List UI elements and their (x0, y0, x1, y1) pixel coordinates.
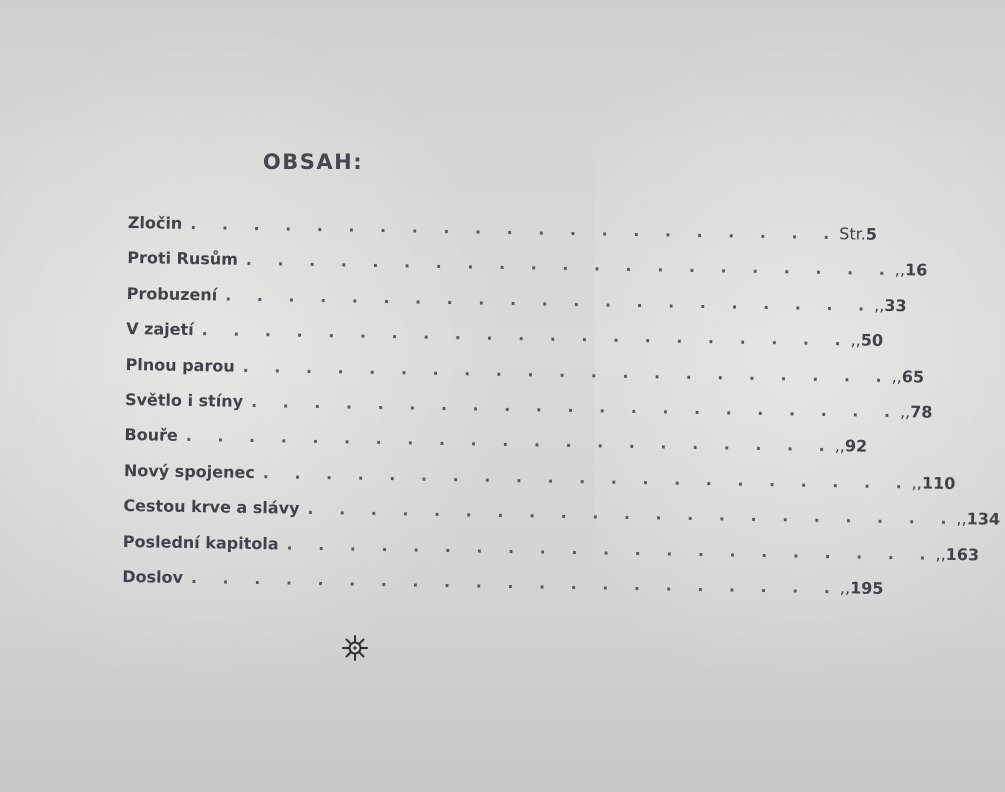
toc-entry-title: Doslov (122, 566, 184, 587)
toc-entry-prefix: ,, (911, 473, 923, 493)
toc-entry-title: Cestou krve a slávy (123, 496, 300, 518)
dot-leader: . . . . . . . . . . . . . . . . . . . . . (250, 391, 901, 422)
dot-leader: . . . . . . . . . . . . . . . . . . . . . (262, 462, 912, 493)
dot-leader: . . . . . . . . . . . . . . . . . . . . . (242, 356, 892, 386)
dot-leader: . . . . . . . . . . . . . . . . . . . . . (307, 498, 957, 529)
toc-entry-page: 16 (904, 260, 928, 280)
toc-entry-title: Plnou parou (125, 354, 235, 376)
toc-entry-page: 195 (849, 578, 884, 598)
toc-entry-title: Poslední kapitola (122, 531, 279, 553)
toc-entry-page: 33 (884, 295, 907, 316)
toc-entry-title: V zajetí (126, 319, 194, 340)
toc-entry-prefix: ,, (894, 260, 906, 280)
toc-entry-title: Světlo i stíny (124, 389, 244, 411)
dot-leader: . . . . . . . . . . . . . . . . . . . . . (190, 567, 841, 598)
toc-entry-page: 163 (945, 544, 980, 564)
toc-entry-page: 110 (921, 473, 956, 493)
toc-entry-page: 5 (865, 224, 878, 244)
toc-entry-prefix: ,, (850, 330, 861, 350)
table-of-contents (122, 213, 1001, 609)
toc-entry-prefix: ,, (834, 436, 846, 456)
toc-entry-page: 78 (910, 402, 933, 422)
dot-leader: . . . . . . . . . . . . . . . . . . . . . (245, 250, 896, 280)
toc-entry-title: Bouře (124, 425, 178, 446)
toc-entry-title: Probuzení (126, 283, 218, 305)
toc-entry-prefix: Str. (839, 224, 867, 244)
toc-entry-prefix: ,, (899, 402, 911, 422)
toc-entry-prefix: ,, (956, 509, 967, 529)
toc-entry-prefix: ,, (874, 295, 885, 315)
toc-entry-page: 92 (844, 436, 868, 456)
toc-entry-page: 50 (860, 330, 884, 351)
toc-entry-prefix: ,, (935, 544, 946, 564)
dot-leader: . . . . . . . . . . . . . . . . . . . . . (190, 213, 840, 244)
toc-entry-prefix: ,, (891, 366, 902, 386)
toc-entry-title: Nový spojenec (123, 460, 255, 482)
toc-entry (122, 566, 884, 610)
star-ornament-icon (340, 633, 370, 663)
dot-leader: . . . . . . . . . . . . . . . . . . . . . (225, 285, 875, 315)
dot-leader: . . . . . . . . . . . . . . . . . . . . . (201, 320, 851, 350)
dot-leader: . . . . . . . . . . . . . . . . . . . . . (286, 534, 936, 564)
toc-entry-page: 65 (901, 366, 925, 387)
toc-entry-page: 134 (966, 509, 1001, 529)
dot-leader: . . . . . . . . . . . . . . . . . . . . . (185, 426, 835, 456)
toc-entry-prefix: ,, (839, 578, 851, 598)
toc-entry-title: Zločin (127, 213, 183, 233)
toc-entry-title: Proti Rusům (127, 248, 239, 270)
page-title: OBSAH: (262, 150, 364, 174)
